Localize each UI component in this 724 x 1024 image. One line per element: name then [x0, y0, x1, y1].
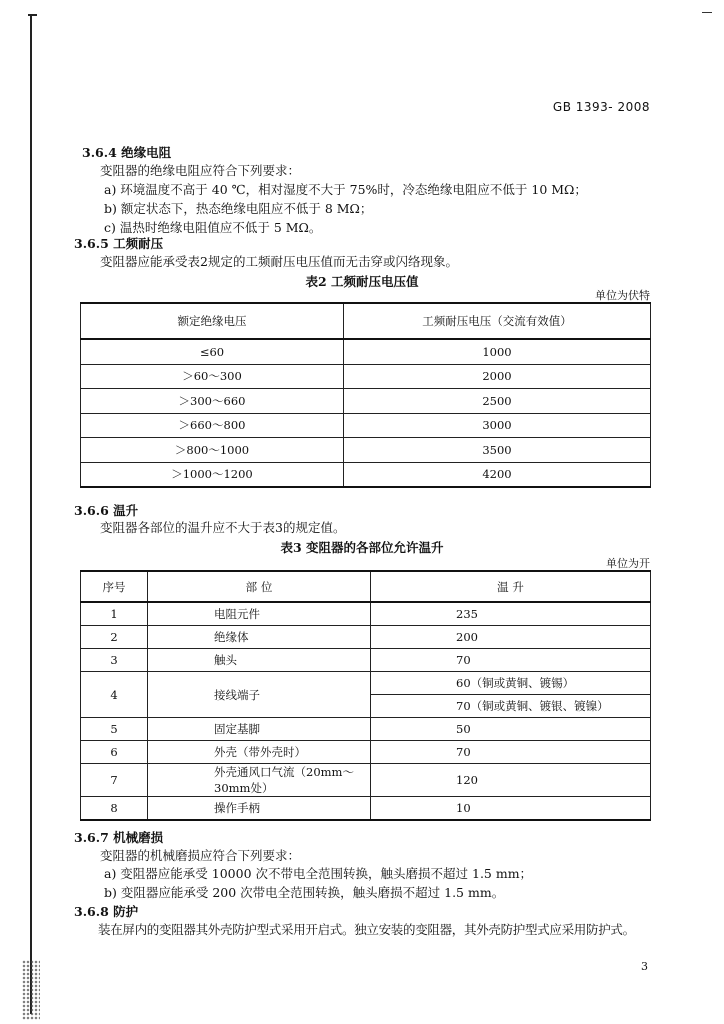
- table-row: [81, 602, 651, 626]
- section-3-6-6-heading: 3.6.6 温升: [74, 503, 139, 518]
- section-3-6-7-item-b: b) 变阻器应能承受 200 次带电全范围转换，触头磨损不超过 1.5 mm。: [104, 885, 505, 900]
- table-header-row: [81, 571, 651, 602]
- table-header-cell: 额定绝缘电压: [81, 303, 344, 339]
- table-cell: ＞800～1000: [81, 438, 344, 463]
- scan-edge-tick: [28, 14, 37, 16]
- table-row: [81, 626, 651, 649]
- table-header-cell: 工频耐压电压（交流有效值）: [344, 303, 651, 339]
- table2-unit: 单位为伏特: [595, 289, 650, 302]
- table-cell: 50: [371, 718, 651, 741]
- table-cell: ＞660～800: [81, 413, 344, 438]
- section-3-6-7-item-a: a) 变阻器应能承受 10000 次不带电全范围转换，触头磨损不超过 1.5 mm；: [104, 866, 533, 881]
- table-cell: 电阻元件: [148, 602, 371, 626]
- standard-code-header: GB 1393- 2008: [552, 100, 650, 114]
- section-3-6-8-text: 装在屏内的变阻器其外壳防护型式采用开启式。独立安装的变阻器，其外壳防护型式应采用防护式。: [98, 922, 635, 937]
- table-cell: 2000: [344, 364, 651, 389]
- table-row: [81, 438, 651, 463]
- table-cell: 60（铜或黄铜、镀锡）: [371, 672, 651, 695]
- table-header-cell: 部 位: [148, 571, 371, 602]
- table-cell: 6: [81, 741, 148, 764]
- table-header-cell: 温 升: [371, 571, 651, 602]
- table-row: [81, 718, 651, 741]
- table-cell: 70: [371, 741, 651, 764]
- section-3-6-6-text: 变阻器各部位的温升应不大于表3的规定值。: [100, 520, 346, 535]
- section-3-6-4-item-c: c) 温热时绝缘电阻值应不低于 5 MΩ。: [104, 220, 322, 235]
- table-cell: 4: [81, 672, 148, 718]
- table-row: [81, 797, 651, 821]
- table-row: [81, 364, 651, 389]
- section-3-6-4-item-a: a) 环境温度不高于 40 ℃，相对湿度不大于 75%时，冷态绝缘电阻应不低于 10 MΩ；: [104, 182, 587, 197]
- table-row: [81, 339, 651, 364]
- table-cell: 1: [81, 602, 148, 626]
- table-row: [81, 389, 651, 414]
- section-3-6-4-item-b: b) 额定状态下，热态绝缘电阻应不低于 8 MΩ；: [104, 201, 373, 216]
- table-cell: 4200: [344, 462, 651, 487]
- table-cell: ＞300～660: [81, 389, 344, 414]
- table-cell: 10: [371, 797, 651, 821]
- table-cell: 固定基脚: [148, 718, 371, 741]
- table-cell: 外壳（带外壳时）: [148, 741, 371, 764]
- table2-withstand-voltage: [80, 302, 651, 488]
- table-header-row: [81, 303, 651, 339]
- table-cell: 3000: [344, 413, 651, 438]
- table-cell: 5: [81, 718, 148, 741]
- table-cell: 8: [81, 797, 148, 821]
- table-cell: 触头: [148, 649, 371, 672]
- scan-noise: [22, 960, 40, 1020]
- table3-caption: 表3 变阻器的各部位允许温升: [280, 540, 444, 555]
- table-cell: 外壳通风口气流（20mm～30mm处）: [148, 764, 371, 797]
- table-row: [81, 741, 651, 764]
- page-number: 3: [641, 960, 648, 973]
- table-cell: 绝缘体: [148, 626, 371, 649]
- table-row: [81, 672, 651, 695]
- table-header-cell: 序号: [81, 571, 148, 602]
- section-3-6-5-heading: 3.6.5 工频耐压: [74, 236, 164, 251]
- table-row: [81, 649, 651, 672]
- table-cell: 3: [81, 649, 148, 672]
- table-row: [81, 764, 651, 797]
- table-cell: 2500: [344, 389, 651, 414]
- section-3-6-4-intro: 变阻器的绝缘电阻应符合下列要求：: [100, 163, 301, 178]
- table-cell: 235: [371, 602, 651, 626]
- table-cell: 7: [81, 764, 148, 797]
- table-row: [81, 413, 651, 438]
- table-cell: 200: [371, 626, 651, 649]
- table3-unit: 单位为开: [606, 557, 650, 570]
- table3-temperature-rise: [80, 570, 651, 821]
- table2-caption: 表2 工频耐压电压值: [305, 274, 419, 289]
- table-cell: ＞1000～1200: [81, 462, 344, 487]
- table-cell: 接线端子: [148, 672, 371, 718]
- corner-mark: [702, 6, 712, 13]
- table-cell: 120: [371, 764, 651, 797]
- table-cell: 70（铜或黄铜、镀银、镀镍）: [371, 695, 651, 718]
- section-3-6-7-heading: 3.6.7 机械磨损: [74, 830, 164, 845]
- section-3-6-7-intro: 变阻器的机械磨损应符合下列要求：: [100, 848, 301, 863]
- table-row: [81, 462, 651, 487]
- table-cell: ＞60～300: [81, 364, 344, 389]
- section-3-6-8-heading: 3.6.8 防护: [74, 904, 139, 919]
- table-cell: 3500: [344, 438, 651, 463]
- table-cell: 操作手柄: [148, 797, 371, 821]
- table-cell: 70: [371, 649, 651, 672]
- section-3-6-5-text: 变阻器应能承受表2规定的工频耐压电压值而无击穿或闪络现象。: [100, 254, 458, 269]
- section-3-6-4-heading: 3.6.4 绝缘电阻: [82, 145, 172, 160]
- table-cell: ≤60: [81, 339, 344, 364]
- table-cell: 1000: [344, 339, 651, 364]
- table-cell: 2: [81, 626, 148, 649]
- scan-edge-line: [30, 14, 32, 1014]
